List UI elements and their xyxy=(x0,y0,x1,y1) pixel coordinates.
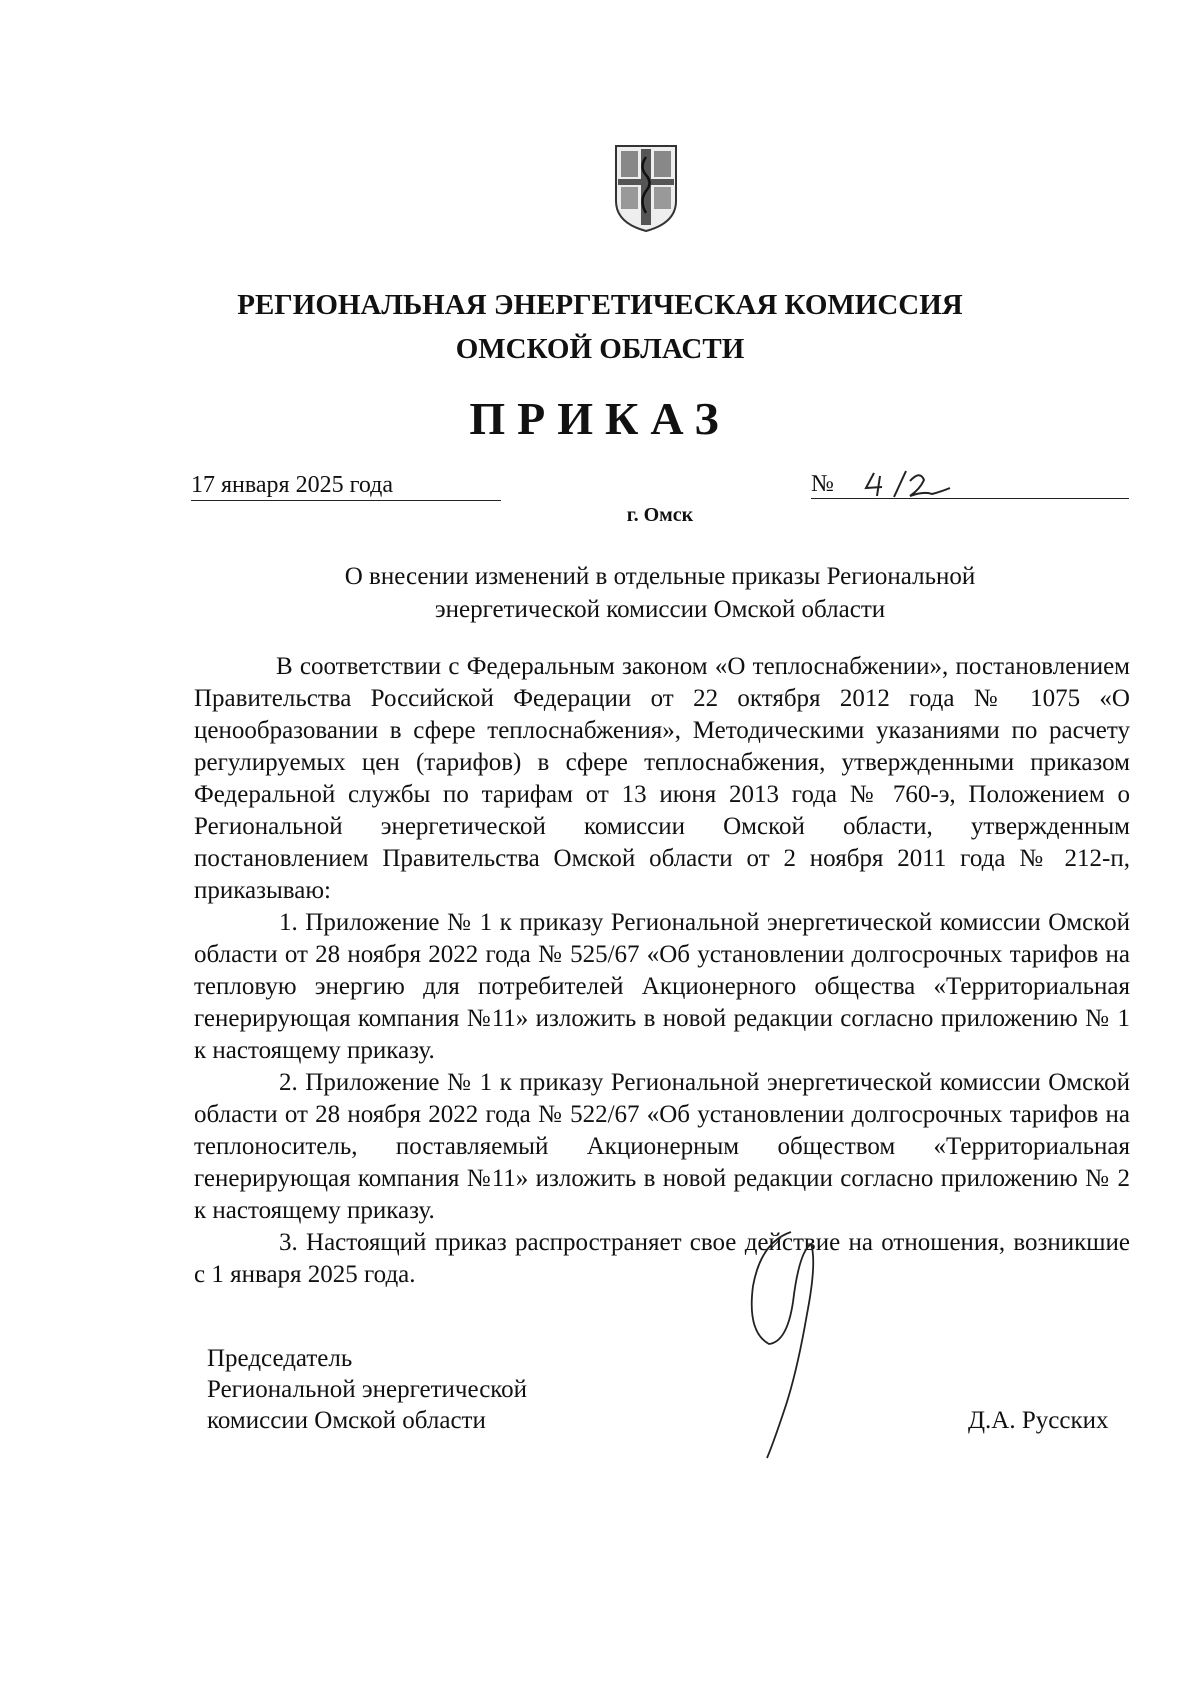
signer-name: Д.А. Русских xyxy=(968,1407,1109,1434)
organization-name-line2: ОМСКОЙ ОБЛАСТИ xyxy=(455,333,745,365)
handwritten-signature xyxy=(725,1222,835,1462)
document-number-sign: № xyxy=(811,471,834,497)
signer-position-line2: Региональной энергетической xyxy=(207,1376,528,1403)
signer-position-line3: комиссии Омской области xyxy=(207,1407,486,1434)
document-body xyxy=(194,651,1130,1291)
signer-position xyxy=(207,1343,527,1436)
subject-line2: энергетической комиссии Омской области xyxy=(434,596,886,623)
document-date: 17 января 2025 года xyxy=(191,470,501,501)
order-item-2: 2. Приложение № 1 к приказу Региональной энергетической комиссии Омской области от 28 ноября 2022 года № 522/67 «Об установлении долгосрочных тарифов на теплоноситель, поставляемый Акционерным обществом «Территориальная генерирующая компания №11» изложить в новой редакции согласно приложению № 2 к настоящему приказу. xyxy=(194,1069,1130,1224)
signer-position-line1: Председатель xyxy=(207,1345,353,1372)
coat-of-arms-icon xyxy=(613,143,679,233)
document-number-line xyxy=(811,498,1129,499)
order-item-3: 3. Настоящий приказ распространяет свое действие на отношения, возникшие с 1 января 2025 года. xyxy=(194,1229,1130,1288)
city-label: г. Омск xyxy=(626,504,694,526)
preamble-paragraph: В соответствии с Федеральным законом «О теплоснабжении», постановлением Правительства Российской Федерации от 22 октября 2012 года № 1075 «О ценообразовании в сфере теплоснабжения», Методическими указаниями по расчету регулируемых цен (тарифов) в сфере теплоснабжения, утвержденными приказом Федеральной службы по тарифам от 13 июня 2013 года № 760-э, Положением о Региональной энергетической комиссии Омской области, утвержденным постановлением Правительства Омской области от 2 ноября 2011 года № 212-п, приказываю: xyxy=(194,653,1130,904)
subject-line1: О внесении изменений в отдельные приказы Региональной xyxy=(344,563,976,590)
organization-name-line1: РЕГИОНАЛЬНАЯ ЭНЕРГЕТИЧЕСКАЯ КОМИССИЯ xyxy=(237,289,963,321)
order-item-1: 1. Приложение № 1 к приказу Региональной энергетической комиссии Омской области от 28 ноября 2022 года № 525/67 «Об установлении долгосрочных тарифов на тепловую энергию для потребителей Акционерного общества «Территориальная генерирующая компания №11» изложить в новой редакции согласно приложению № 1 к настоящему приказу. xyxy=(194,909,1130,1064)
document-type-title: ПРИКАЗ xyxy=(469,393,731,444)
handwritten-document-number xyxy=(860,467,955,501)
